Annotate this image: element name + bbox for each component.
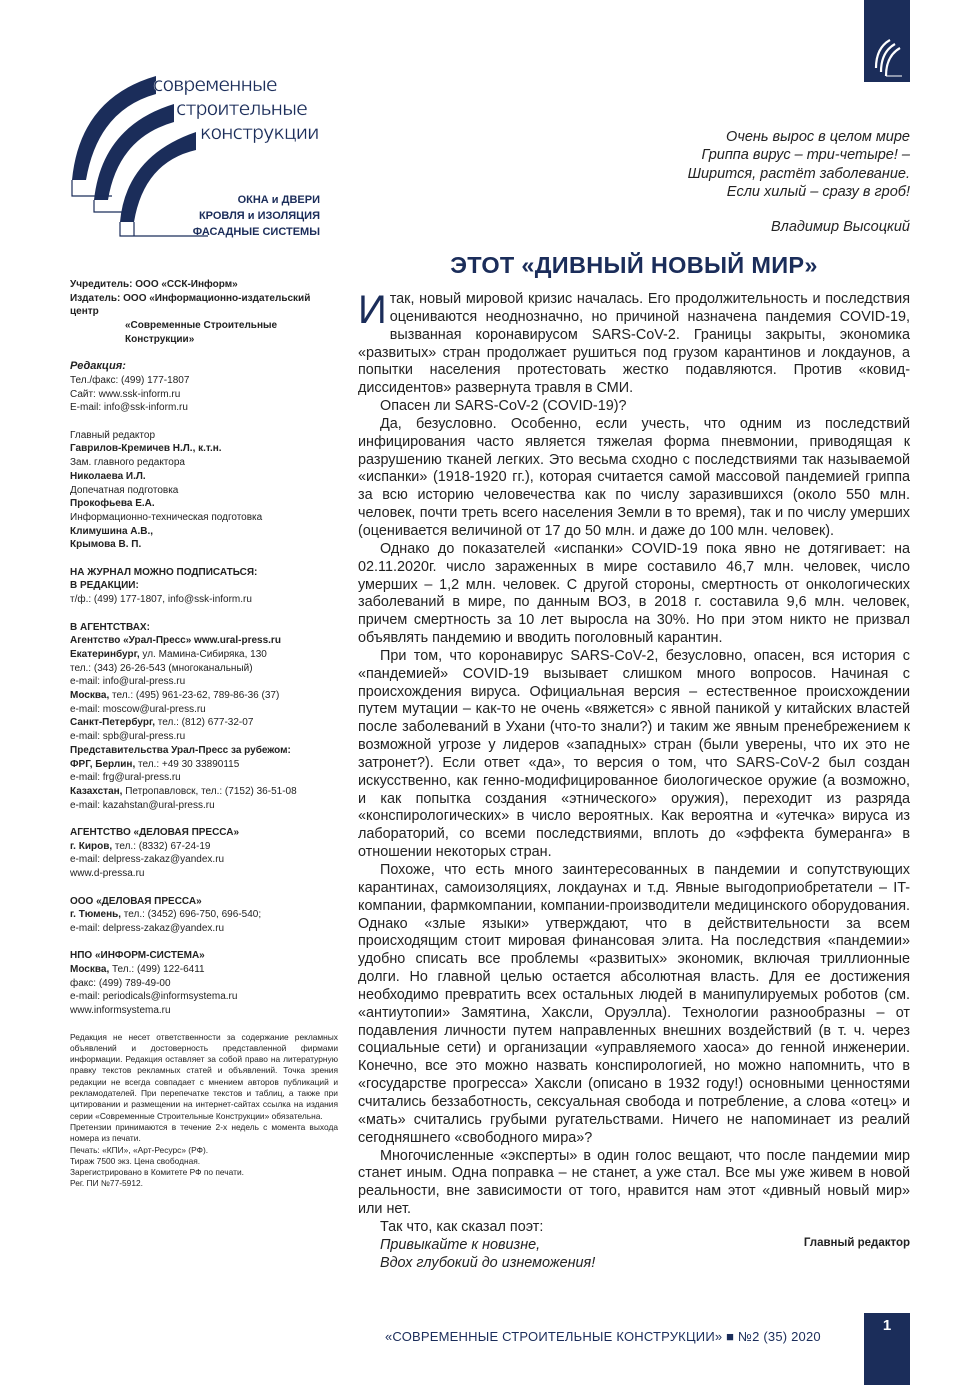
agency-line-text: Тел.: (499) 122-6411 bbox=[109, 964, 205, 976]
disclaimer-text: Тираж 7500 экз. Цена свободная. bbox=[70, 1155, 201, 1166]
subscription-agencies bbox=[70, 621, 338, 813]
tagline: ФАСАДНЫЕ СИСТЕМЫ bbox=[192, 226, 320, 238]
agency-line-text: e-mail: delpress-zakaz@yandex.ru bbox=[70, 854, 225, 866]
epigraph-line: Ширится, растёт заболевание. bbox=[687, 165, 910, 182]
staff-role: Главный редактор bbox=[70, 429, 156, 441]
article-paragraph: Да, безусловно. Особенно, если учесть, что одним из последствий инфицирования часто является тяжелая форма пневмонии, приводящая к разрушению тканей легких. Это весьма сходно с последствиями так называемой «испанки» (1918-1920 гг.), которая считается самой массовой пандемией гриппа за всю историю человечества как по числу заразившихся (около 550 млн. человек, почти треть всего населения Земли в то время), так и по числу умерших (оценивается величиной от 17 до 50 млн. и даже до 100 млн. человек). bbox=[358, 415, 910, 539]
editorial-site: Сайт: www.ssk-inform.ru bbox=[70, 388, 181, 400]
agency-line bbox=[70, 990, 338, 1004]
agency-line bbox=[70, 744, 338, 758]
agency-line-text: тел.: +49 30 33890115 bbox=[135, 758, 240, 770]
logo-word-2: строительные bbox=[176, 98, 307, 120]
agency-line bbox=[70, 730, 338, 744]
agency-line-text: ул. Мамина-Сибиряка, 130 bbox=[139, 648, 267, 660]
staff-name: Гаврилов-Кремичев Н.Л., к.т.н. bbox=[70, 443, 222, 455]
agency-line-bold: г. Тюмень, bbox=[70, 909, 122, 921]
agency-line-bold: НПО «ИНФОРМ-СИСТЕМА» bbox=[70, 950, 205, 962]
logo-arcs-icon bbox=[864, 0, 910, 82]
logo-word-3: конструкции bbox=[200, 122, 319, 144]
disclaimer-text: Претензии принимаются в течение 2-х недель с момента выхода номера из печати. bbox=[70, 1121, 338, 1144]
disclaimer-text: Редакция не несет ответственности за содержание рекламных объявлений и достоверность представленной фирмами информации. Редакция оставляет за собой право на литературную правку текстов рекламных статей и объявлений. Точка зрения редакции не всегда совпадает с мнением авторов публикаций и рекламодателей. При перепечатке текстов и таблиц, а также при цитировании и размещении на интернет-сайтах ссылка на издания серии «Современные Строительные Конструкции» обязательна. bbox=[70, 1031, 338, 1121]
agency-line-bold: Казахстан, bbox=[70, 785, 123, 797]
agency-line-bold: ООО «ДЕЛОВАЯ ПРЕССА» bbox=[70, 895, 202, 907]
editorial-label: Редакция: bbox=[70, 360, 126, 373]
agency-line bbox=[70, 826, 338, 840]
agency-line-text: тел.: (495) 961-23-62, 789-86-36 (37) bbox=[109, 690, 280, 702]
agency-line-text: e-mail: spb@ural-press.ru bbox=[70, 731, 186, 743]
staff-role: Допечатная подготовка bbox=[70, 484, 179, 496]
publisher: Издатель: ООО «Информационно-издательский центр bbox=[70, 292, 311, 318]
epigraph bbox=[688, 128, 910, 202]
editorial-phone: Тел./факс: (499) 177-1807 bbox=[70, 374, 190, 386]
agency-line bbox=[70, 963, 338, 977]
agency-line-bold: АГЕНТСТВО «ДЕЛОВАЯ ПРЕССА» bbox=[70, 827, 240, 839]
agency-line-text: e-mail: periodicals@informsystema.ru bbox=[70, 991, 238, 1003]
agency-line-bold: Москва, bbox=[70, 964, 110, 976]
staff-name: Крымова В. П. bbox=[70, 539, 142, 551]
corner-logo-tab bbox=[864, 0, 910, 82]
agency-line-text: факс: (499) 789-49-00 bbox=[70, 977, 171, 989]
article-paragraph: Однако до показателей «испанки» COVID-19 пока явно не дотягивает: на 02.11.2020г. число зараженных в мире составило 46,7 млн. человек, число умерших – 1,2 млн. человек. С другой стороны, смертность от онкологических заболеваний в мире, по данным ВОЗ, в 2018 г. составила 9,6 млн. человек, причем смертность за 10 лет выросла на 30%. Но при этом никто не призвал объявлять пандемию и вводить поголовный карантин. bbox=[358, 540, 910, 647]
agency-line bbox=[70, 675, 338, 689]
agency-line-bold: г. Киров, bbox=[70, 840, 113, 852]
verse-line: Вдох глубокий до изнеможения! bbox=[380, 1254, 596, 1271]
agency-line-text: e-mail: kazahstan@ural-press.ru bbox=[70, 799, 215, 811]
article-paragraph bbox=[358, 288, 910, 398]
agency-line-text: www.informsystema.ru bbox=[70, 1005, 171, 1017]
disclaimer-text: Печать: «КПИ», «Арт-Ресурс» (РФ). bbox=[70, 1144, 209, 1155]
staff-name: Николаева И.Л. bbox=[70, 470, 146, 482]
agency-line-text: www.d-pressa.ru bbox=[70, 868, 145, 880]
disclaimer-text: Рег. ПИ №77-5912. bbox=[70, 1178, 143, 1189]
agency-line bbox=[70, 949, 338, 963]
logo-taglines bbox=[193, 192, 320, 240]
agency-line bbox=[70, 853, 338, 867]
agency-line-bold: Екатеринбург, bbox=[70, 648, 140, 660]
signature: Главный редактор bbox=[803, 1237, 910, 1249]
subscription-editorial-heading: В РЕДАКЦИИ: bbox=[70, 580, 139, 592]
agency-line-text: e-mail: info@ural-press.ru bbox=[70, 676, 186, 688]
agency-line bbox=[70, 758, 338, 772]
agency-line bbox=[70, 799, 338, 813]
article-paragraph: При том, что коронавирус SARS-CoV-2, безусловно, опасен, вся история с «пандемией» COVID-19 вызывает слишком много вопросов. Начиная с происхождения вируса. Официальная версия – естественное происхождении путем мутации – как-то не очень «вяжется» с явной паникой у китайских властей после заболеваний в Ухани (что-то знали?) и таким же явным пренебрежением к возможной угрозе у лидеров «западных» стран (были уверены, что их это не затронет?). Если ответ «да», то версия о том, что SARS-CoV-2 был создан искусственно, как генно-модифицированное биологическое оружие (а возможно, и как попытка создания «этнического» оружия), переходит из разряда «конспирологических» в число вероятных. Как вероятна и «утечка» вируса из лабораторий, со всеми последствиями, вплоть до «эффекта бумеранга» в отношении некоторых стран. bbox=[358, 647, 910, 861]
disclaimer-text: Зарегистрировано в Комитете РФ по печати. bbox=[70, 1167, 244, 1178]
agency-line bbox=[70, 977, 338, 991]
subscription-editorial bbox=[70, 566, 338, 607]
staff-role: Зам. главного редактора bbox=[70, 457, 185, 469]
agency-line-text: e-mail: frg@ural-press.ru bbox=[70, 772, 181, 784]
agency-line bbox=[70, 922, 338, 936]
staff-role: Информационно-техническая подготовка bbox=[70, 511, 263, 523]
agency-line bbox=[70, 662, 338, 676]
article-paragraph: Похоже, что есть много заинтересованных в пандемии и сопутствующих карантинах, самоизоляциях, локдаунах и т.д. Явные выгодоприобретатели – IT-компании, фармкомпании, компании-производители медицинского оборудования. Однако «злые языки» утверждают, что в действительности за всем происходящим стоит мировая финансовая элита. На последствия «пандемии» удобно списать все проблемы «развитых» экономик, включая триллионные долги. Но главной целью остается абсолютная власть. Для ее достижения необходимо превратить всех остальных людей в манипулируемых роботов (см. «антиутопии» Замятина, Хаксли, Оруэлла). Технологии разнообразны – от подавления личности путем направленных внешних воздействий (в т. ч. через социальные сети) и организации «управляемого хаоса» до генной инженерии. Конечно, все это можно назвать конспирологией, но можно напомнить, что в «государстве прогресса» Хаксли (описано в 1932 году!) основными ценностями считались беззаботность, сексуальная свобода и потребление, а слова «отец» и «мать» считались грубыми ругательствами. Ничего не напоминает из реалий сегодняшнего «свободного мира»? bbox=[358, 862, 910, 1146]
agency-line-text: e-mail: delpress-zakaz@yandex.ru bbox=[70, 922, 225, 934]
agency-line bbox=[70, 689, 338, 703]
article-body bbox=[358, 288, 910, 1272]
footer-journal: «СОВРЕМЕННЫЕ СТРОИТЕЛЬНЫЕ КОНСТРУКЦИИ» ■ №2 (35) 2020 bbox=[385, 1329, 821, 1344]
tagline: КРОВЛЯ и ИЗОЛЯЦИЯ bbox=[198, 210, 320, 222]
agency-line-text: тел.: (343) 26-26-543 (многоканальный) bbox=[70, 662, 253, 674]
epigraph-line: Гриппа вирус – три-четыре! – bbox=[701, 147, 910, 164]
agency-line-bold: Представительства Урал-Пресс за рубежом: bbox=[70, 744, 291, 756]
subscription-heading: НА ЖУРНАЛ МОЖНО ПОДПИСАТЬСЯ: bbox=[70, 566, 258, 578]
agency-delpress bbox=[70, 826, 338, 881]
agency-line bbox=[70, 771, 338, 785]
agency-line bbox=[70, 785, 338, 799]
agency-line bbox=[70, 867, 338, 881]
verse-line: Привыкайте к новизне, bbox=[380, 1236, 541, 1253]
imprint-editorial bbox=[70, 360, 338, 415]
agency-line bbox=[70, 634, 338, 648]
agency-line-bold: Москва, bbox=[70, 690, 110, 702]
agency-line-text: e-mail: moscow@ural-press.ru bbox=[70, 703, 206, 715]
subscription-editorial-contact: т/ф.: (499) 177-1807, info@ssk-inform.ru bbox=[70, 594, 252, 606]
agency-line-bold: ФРГ, Берлин, bbox=[70, 758, 136, 770]
agency-line bbox=[70, 840, 338, 854]
article-title: ЭТОТ «ДИВНЫЙ НОВЫЙ МИР» bbox=[450, 252, 818, 278]
agency-line-bold: Санкт-Петербург, bbox=[70, 717, 156, 729]
paragraph-text: так, новый мировой кризис началась. Его продолжительность и последствия оцениваются неоднозначно, но причиной назначена пандемия COVID-19, вызванная коронавирусом SARS-CoV-2. Границы закрыты, экономика «развитых» стран продолжает рушиться под грузом карантинов и локдаунов, а попытки населения протестовать жестко подавляются. Против «ковид-диссидентов» развернута травля в СМИ. bbox=[358, 291, 910, 397]
epigraph-line: Если хилый – сразу в гроб! bbox=[726, 184, 910, 201]
epigraph-line: Очень вырос в целом мире bbox=[726, 129, 910, 145]
founder: Учредитель: ООО «ССК-Информ» bbox=[70, 279, 238, 290]
article-paragraph: Многочисленные «эксперты» в один голос вещают, что после пандемии мир станет иным. Одна поправка – не станет, а уже стал. Все мы уже живем в новой реальности, вне зависимости от того, нравится нам этот «дивный новый мир» или нет. bbox=[358, 1147, 910, 1218]
staff-name: Прокофьева Е.А. bbox=[70, 498, 155, 510]
article-paragraph: Опасен ли SARS-CoV-2 (COVID-19)? bbox=[380, 398, 627, 415]
drop-cap: И bbox=[358, 288, 387, 332]
agency-line-text: тел.: (3452) 696-750, 696-540; bbox=[121, 909, 262, 921]
imprint-column bbox=[70, 278, 338, 1190]
agency-line bbox=[70, 895, 338, 909]
agencies-heading: В АГЕНТСТВАХ: bbox=[70, 621, 150, 633]
agency-line-text: тел.: (812) 677-32-07 bbox=[155, 717, 254, 729]
tagline: ОКНА и ДВЕРИ bbox=[237, 194, 320, 206]
imprint-publisher bbox=[70, 278, 338, 347]
agency-line bbox=[70, 648, 338, 662]
agency-inform-systema bbox=[70, 949, 338, 1018]
staff-name: Климушина А.В., bbox=[70, 525, 154, 537]
disclaimer bbox=[70, 1032, 338, 1190]
imprint-staff bbox=[70, 429, 338, 552]
logo-word-1: современные bbox=[153, 74, 277, 96]
epigraph-author: Владимир Высоцкий bbox=[770, 219, 910, 235]
agency-line bbox=[70, 716, 338, 730]
agency-line-text: тел.: (8332) 67-24-19 bbox=[112, 840, 211, 852]
agency-line bbox=[70, 703, 338, 717]
agency-line-bold: Агентство «Урал-Пресс» www.ural-press.ru bbox=[70, 635, 281, 647]
journal-logo bbox=[68, 70, 338, 250]
agency-delpress-tyumen bbox=[70, 895, 338, 936]
agency-line bbox=[70, 908, 338, 922]
agency-line bbox=[70, 1004, 338, 1018]
publisher-name: «Современные Строительные Конструкции» bbox=[125, 320, 278, 345]
agency-line-text: Петропавловск, тел.: (7152) 36-51-08 bbox=[122, 785, 297, 797]
page-number: 1 bbox=[864, 1313, 910, 1385]
article-paragraph: Так что, как сказал поэт: bbox=[380, 1218, 544, 1235]
editorial-email: E-mail: info@ssk-inform.ru bbox=[70, 402, 188, 414]
